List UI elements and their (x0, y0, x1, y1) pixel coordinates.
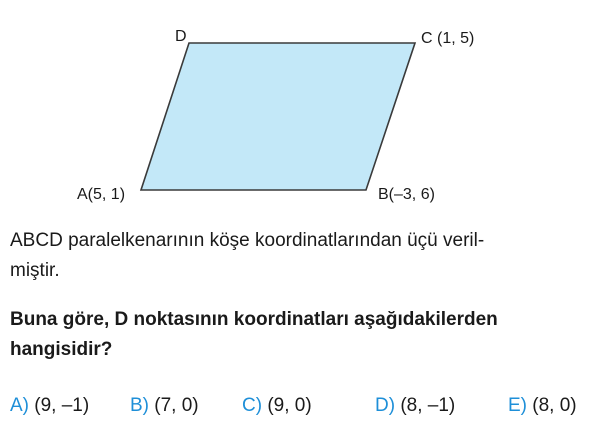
answer-choice-e[interactable] (508, 392, 577, 420)
vertex-label-a: A(5, 1) (77, 186, 126, 203)
choice-letter: E) (508, 395, 527, 416)
answer-choice-d[interactable] (375, 392, 455, 420)
question-statement (10, 226, 604, 286)
statement-line: ABCD paralelkenarının köşe koordinatlarından üçü veril- (10, 230, 485, 251)
answer-choices (10, 392, 604, 422)
statement-line: miştir. (10, 260, 60, 281)
answer-choice-a[interactable] (10, 392, 89, 420)
choice-value: (8, –1) (400, 395, 456, 416)
prompt-line: hangisidir? (10, 339, 113, 360)
answer-choice-b[interactable] (130, 392, 199, 420)
prompt-line: Buna göre, D noktasının koordinatları aşağıdakilerden (10, 309, 498, 330)
question-prompt (10, 305, 604, 365)
choice-letter: D) (375, 395, 396, 416)
choice-value: (8, 0) (532, 395, 577, 416)
vertex-label-d: D (175, 28, 187, 45)
parallelogram-shape (141, 43, 415, 190)
answer-choice-c[interactable] (242, 392, 312, 420)
vertex-label-c: C (1, 5) (421, 30, 475, 47)
choice-value: (9, 0) (267, 395, 312, 416)
choice-value: (7, 0) (154, 395, 199, 416)
choice-letter: B) (130, 395, 149, 416)
vertex-label-b: B(–3, 6) (378, 186, 435, 203)
choice-value: (9, –1) (34, 395, 90, 416)
choice-letter: A) (10, 395, 29, 416)
choice-letter: C) (242, 395, 263, 416)
